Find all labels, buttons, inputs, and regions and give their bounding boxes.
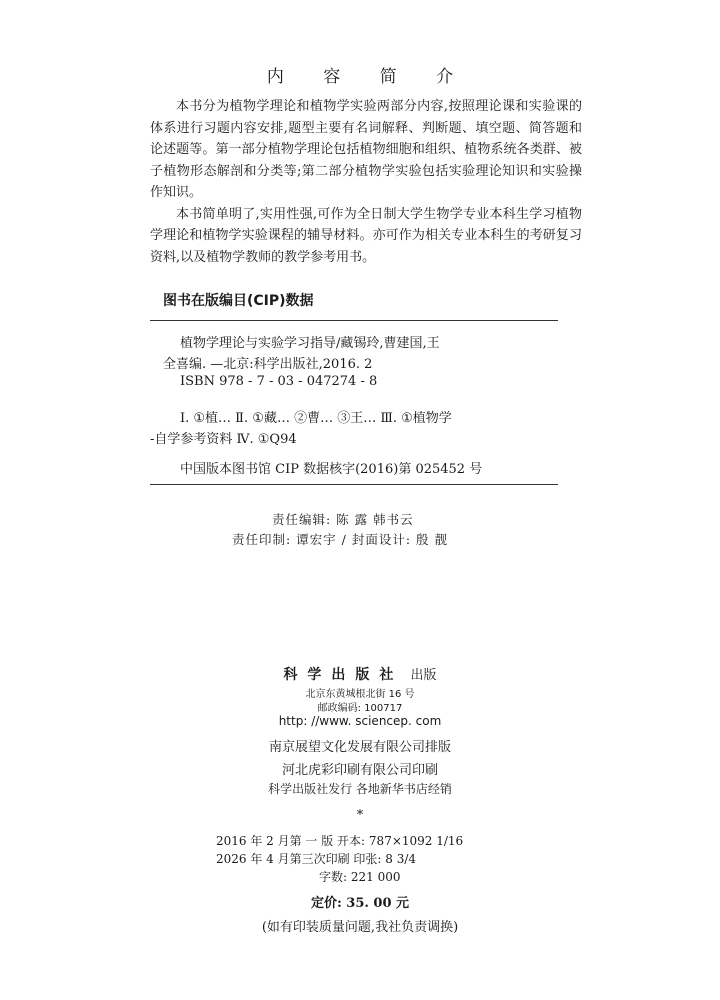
cip-heading: 图书在版编目(CIP)数据 [163, 293, 314, 309]
cip-line-5: -自学参考资料 Ⅳ. ①Q94 [150, 432, 297, 447]
intro-paragraph-1: 本书分为植物学理论和植物学实验两部分内容,按照理论课和实验课的体系进行习题内容安排,题型主要有名词解释、判断题、填空题、简答题和论述题等。第一部分植物学理论包括植物细胞和组织、植物系统各类群、被子植物形态解剖和分类等;第二部分植物学实验包括实验理论知识和实验操作知识。 [150, 99, 582, 200]
word-count: 字数: 221 000 [319, 870, 401, 884]
price: 定价: 35. 00 元 [310, 896, 410, 911]
cip-top-rule [150, 320, 558, 321]
intro-section [150, 96, 582, 268]
publisher-suffix: 出版 [410, 668, 437, 683]
printing-line: 2026 年 4 月第三次印刷 印张: 8 3/4 [216, 852, 417, 866]
typesetter: 南京展望文化发展有限公司排版 [268, 740, 451, 755]
publisher-address: 北京东黄城根北街 16 号 [305, 689, 415, 700]
cip-line-2: 全喜编. —北京:科学出版社,2016. 2 [163, 357, 373, 372]
printer: 河北虎彩印刷有限公司印刷 [281, 763, 438, 778]
responsible-editors: 责任编辑: 陈 露 韩书云 [272, 512, 414, 527]
cip-line-1: 植物学理论与实验学习指导/藏锡玲,曹建国,王 [180, 336, 440, 351]
publisher-line [0, 664, 720, 684]
print-and-cover-design: 责任印制: 谭宏宇 / 封面设计: 殷 靓 [232, 532, 449, 547]
postcode: 邮政编码: 100717 [317, 703, 403, 714]
cip-bottom-rule [150, 484, 558, 485]
website: http: //www. sciencep. com [278, 714, 442, 728]
separator-asterisk: * [356, 808, 364, 823]
quality-note: (如有印装质量问题,我社负责调换) [261, 920, 459, 935]
publisher-name: 科学出版社 [283, 667, 404, 683]
intro-paragraph-2: 本书简单明了,实用性强,可作为全日制大学生物学专业本科生学习植物学理论和植物学实验课程的辅导材料。亦可作为相关专业本科生的考研复习资料,以及植物学教师的教学参考用书。 [150, 206, 582, 265]
page-title: 内 容 简 介 [266, 67, 471, 87]
cip-line-4: Ⅰ. ①植… Ⅱ. ①藏… ②曹… ③王… Ⅲ. ①植物学 [180, 411, 452, 426]
cip-line-6: 中国版本图书馆 CIP 数据核字(2016)第 025452 号 [180, 462, 483, 477]
distribution: 科学出版社发行 各地新华书店经销 [268, 782, 452, 796]
edition-line: 2016 年 2 月第 一 版 开本: 787×1092 1/16 [216, 834, 464, 848]
cip-line-3: ISBN 978 - 7 - 03 - 047274 - 8 [180, 374, 378, 389]
